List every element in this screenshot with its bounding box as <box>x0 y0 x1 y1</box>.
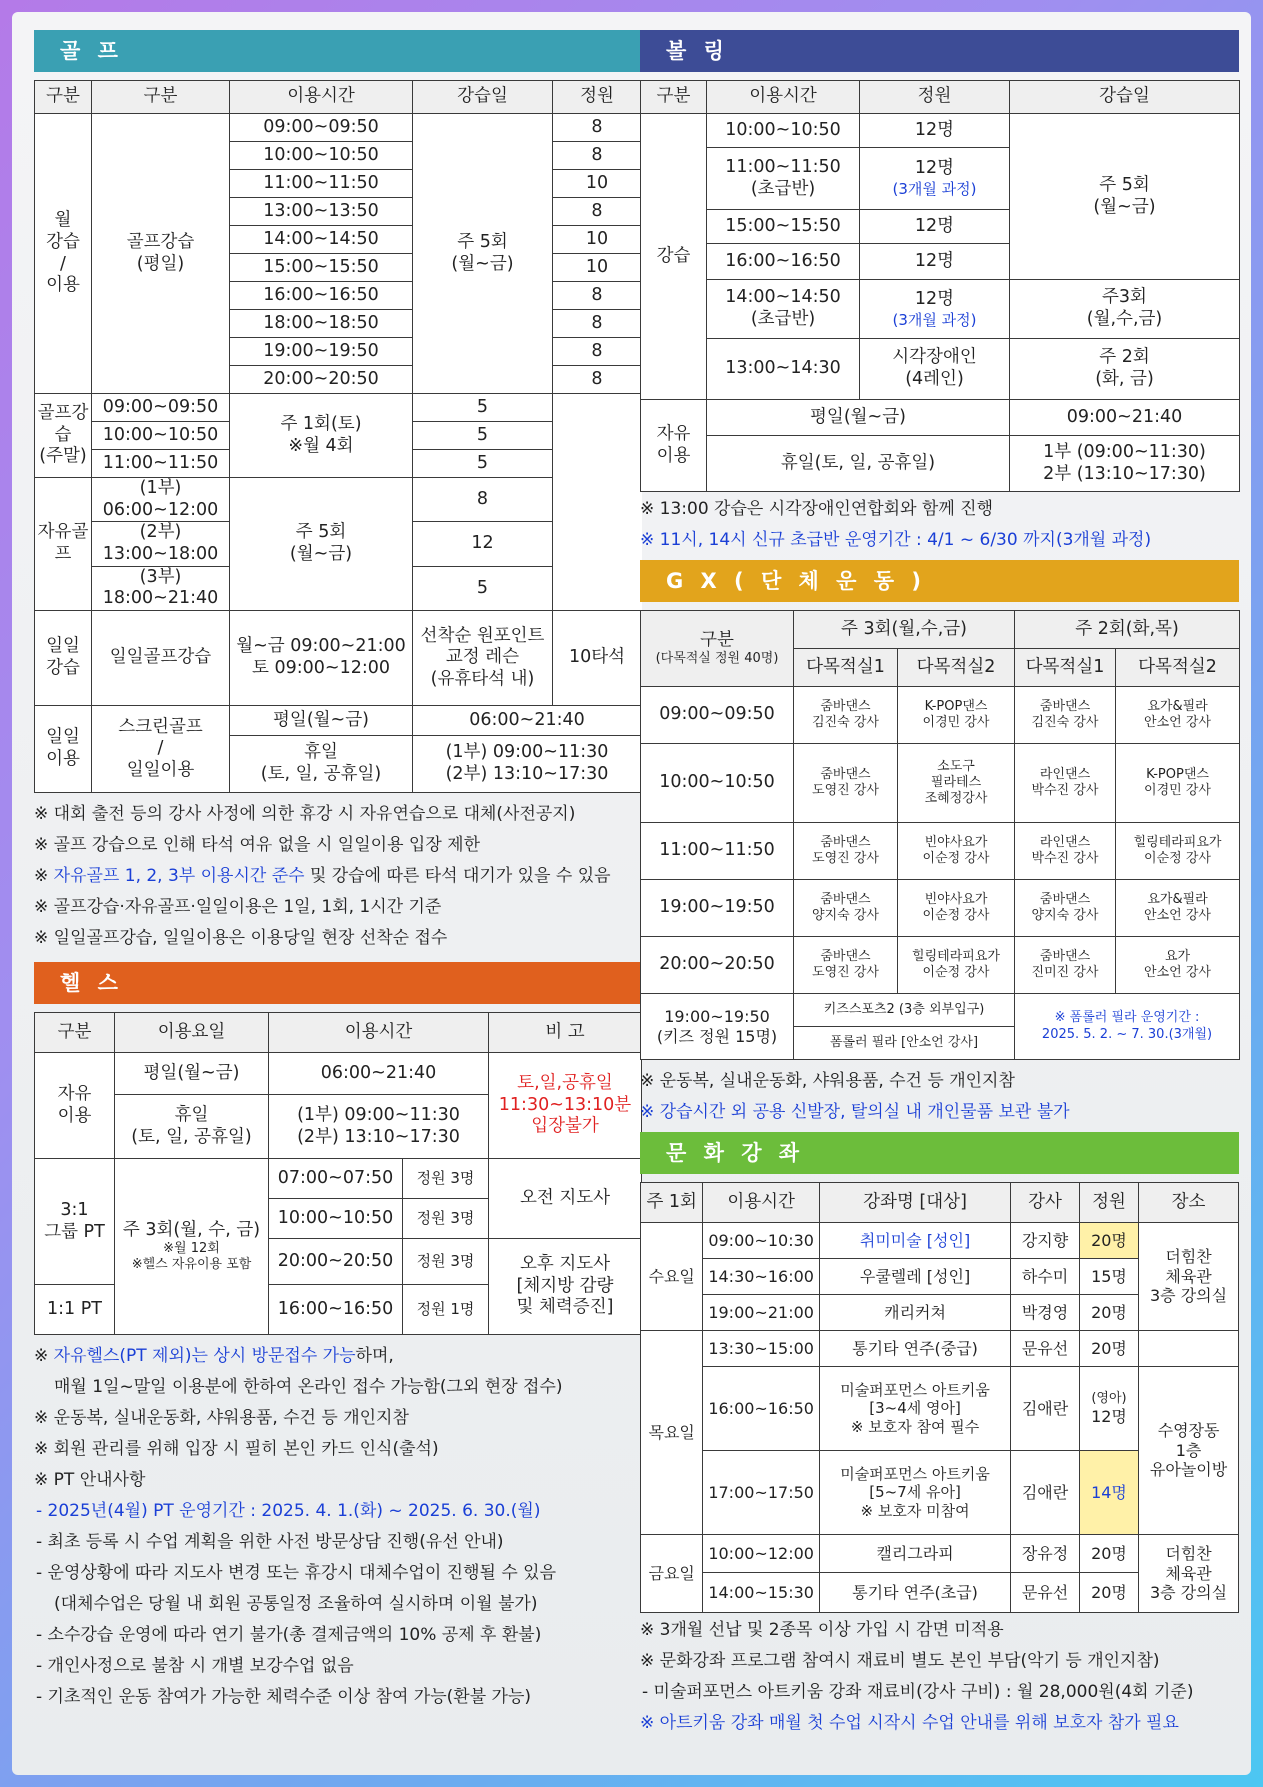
note-highlight: - 2025년(4월) PT 운영기간 : 2025. 4. 1.(화) ~ 2025. 6. 30.(월) <box>36 1501 541 1522</box>
note-text: - 소수강습 운영에 따라 연기 불가(총 결제금액의 10% 공제 후 환불) <box>36 1625 542 1646</box>
culture-header-cell: 장소 <box>1139 1183 1239 1223</box>
note-text: (대체수업은 당월 내 회원 공통일정 조율하여 실시하며 이월 불가) <box>54 1594 538 1615</box>
note-text: ※ 13:00 강습은 시각장애인연합회와 함께 진행 <box>640 499 994 519</box>
health-pt-time: 07:00~07:50 <box>269 1159 403 1199</box>
bowling-time: 11:00~11:50 (초급반) <box>707 148 860 210</box>
golf-days: 주 1회(토) ※월 4회 <box>230 394 413 478</box>
gx-room: 다목적실1 <box>1015 649 1116 687</box>
culture-section-title: 문 화 강 좌 <box>640 1132 1239 1174</box>
gx-kids-program: 키즈스포츠2 (3층 외부입구) <box>794 994 1015 1027</box>
gx-class: 줌바댄스 도영진 강사 <box>794 937 898 994</box>
gx-table <box>640 610 1240 1060</box>
golf-monthly-group: 월 강습 / 이용 <box>35 114 92 394</box>
note-highlight: ※ 11시, 14시 신규 초급반 운영기간 : 4/1 ~ 6/30 까지(3개월 과정) <box>640 530 1152 550</box>
health-pm-coach: 오후 지도사 [체지방 감량 및 체력증진] <box>489 1239 642 1335</box>
health-pt-days-sub: ※월 12회 ※헬스 자유이용 포함 <box>131 1241 252 1273</box>
bowling-free-group: 자유 이용 <box>641 400 707 492</box>
note-line <box>34 923 641 954</box>
golf-category: 골프강습 (평일) <box>92 114 230 394</box>
gx-section-title: G X ( 단 체 운 동 ) <box>640 560 1239 602</box>
golf-time: 15:00~15:50 <box>230 254 413 282</box>
golf-cap: 10 <box>553 226 642 254</box>
culture-time: 16:00~16:50 <box>703 1367 819 1451</box>
bowling-days-b: 주3회 (월,수,금) <box>1010 280 1240 339</box>
note-line <box>34 1403 641 1434</box>
golf-cap: 8 <box>553 198 642 226</box>
culture-cap: 20명 <box>1079 1331 1138 1367</box>
bowling-cap: 시각장애인 (4레인) <box>860 339 1010 400</box>
health-header-cell: 이용시간 <box>269 1013 489 1053</box>
note-line <box>34 799 641 830</box>
gx-class: 힐링테라피요가 이순정 강사 <box>1116 823 1240 880</box>
golf-days: 주 5회 (월~금) <box>413 114 553 394</box>
golf-daily-group: 일일 강습 <box>35 611 92 706</box>
golf-time: 10:00~10:50 <box>230 142 413 170</box>
note-line <box>34 830 641 861</box>
health-one-pt: 1:1 PT <box>35 1285 115 1335</box>
note-text: 매월 1일~말일 이용분에 한하여 온라인 접수 가능함(그외 현장 접수) <box>54 1377 563 1398</box>
gx-class: 줌바댄스 김진숙 강사 <box>1015 687 1116 744</box>
note-text: ※ 문화강좌 프로그램 참여시 재료비 별도 본인 부담(악기 등 개인지참) <box>640 1651 1160 1671</box>
gx-class: 라인댄스 박수진 강사 <box>1015 823 1116 880</box>
culture-cap: 15명 <box>1079 1259 1138 1295</box>
health-header-cell: 비 고 <box>489 1013 642 1053</box>
golf-cap: 12 <box>413 522 553 566</box>
golf-cap: 5 <box>413 422 553 450</box>
culture-cap: 20명 <box>1079 1573 1138 1613</box>
culture-course: 미술퍼포먼스 아트키움 [3~4세 영아] ※ 보호자 참여 필수 <box>819 1367 1010 1451</box>
bowling-cap-note: (3개월 과정) <box>892 310 977 329</box>
golf-cap: 8 <box>553 114 642 142</box>
golf-cap: 10 <box>553 170 642 198</box>
culture-time: 19:00~21:00 <box>703 1295 819 1331</box>
note-line <box>34 1527 641 1558</box>
gx-kids-note: ※ 폼롤러 필라 운영기간 : 2025. 5. 2. ~ 7. 30.(3개월) <box>1015 994 1240 1060</box>
golf-time: 09:00~09:50 <box>230 114 413 142</box>
culture-course: 캐리커쳐 <box>819 1295 1010 1331</box>
gx-group-b: 주 2회(화,목) <box>1015 611 1240 649</box>
health-pt-days-label: 주 3회(월, 수, 금) <box>122 1219 261 1240</box>
golf-cap: 5 <box>413 566 553 610</box>
culture-time: 10:00~12:00 <box>703 1535 819 1573</box>
culture-header-cell: 주 1회 <box>641 1183 703 1223</box>
note-text: ※ 골프강습·자유골프·일일이용은 1일, 1회, 1시간 기준 <box>34 897 442 918</box>
golf-days: 주 5회 (월~금) <box>230 478 413 611</box>
culture-day: 수요일 <box>641 1223 703 1331</box>
note-line <box>34 861 641 892</box>
note-text: ※ 골프 강습으로 인해 타석 여유 없을 시 일일이용 입장 제한 <box>34 835 480 856</box>
note-text: ※ 회원 관리를 위해 입장 시 필히 본인 카드 인식(출석) <box>34 1439 439 1460</box>
culture-cap-value: 12명 <box>1091 1406 1127 1426</box>
culture-teacher: 김애란 <box>1011 1367 1080 1451</box>
note-text: - 기초적인 운동 참여가 가능한 체력수준 이상 참여 가능(환불 가능) <box>36 1687 532 1708</box>
culture-table <box>640 1182 1239 1613</box>
culture-day: 목요일 <box>641 1331 703 1535</box>
golf-section-title: 골 프 <box>34 30 641 72</box>
gx-class: 줌바댄스 진미진 강사 <box>1015 937 1116 994</box>
golf-use-holiday: 휴일 (토, 일, 공휴일) <box>230 736 413 793</box>
golf-time: 10:00~10:50 <box>92 422 230 450</box>
culture-place: 더힘찬 체육관 3층 강의실 <box>1139 1535 1239 1613</box>
culture-course: 통기타 연주(초급) <box>819 1573 1010 1613</box>
note-highlight: 자유헬스(PT 제외)는 상시 방문접수 가능 <box>53 1346 356 1367</box>
bowling-days-c: 주 2회 (화, 금) <box>1010 339 1240 400</box>
bowling-cap: 12명 <box>860 210 1010 244</box>
bowling-free-weekday: 평일(월~금) <box>707 400 1010 436</box>
culture-teacher: 문유선 <box>1011 1331 1080 1367</box>
note-line <box>34 892 641 923</box>
note-text: ※ 운동복, 실내운동화, 샤워용품, 수건 등 개인지참 <box>34 1408 409 1429</box>
culture-cap-sub: (영아) <box>1091 1390 1127 1406</box>
page <box>12 12 1251 1775</box>
note-text: - 미술퍼포먼스 아트키움 강좌 재료비(강사 구비) : 월 28,000원(4회 기준) <box>642 1682 1194 1702</box>
gx-group-a: 주 3회(월,수,금) <box>794 611 1015 649</box>
note-line <box>34 1341 641 1372</box>
bowling-cap-note: (3개월 과정) <box>892 180 977 199</box>
note-line <box>34 1496 641 1527</box>
note-text: ※ 3개월 선납 및 2종목 이상 가입 시 감면 미적용 <box>640 1620 1004 1640</box>
golf-category: 골프강습 (주말) <box>35 394 92 478</box>
culture-teacher: 문유선 <box>1011 1573 1080 1613</box>
culture-teacher: 하수미 <box>1011 1259 1080 1295</box>
golf-time: 18:00~18:50 <box>230 310 413 338</box>
note-line <box>640 1066 1239 1097</box>
bowling-cap <box>860 280 1010 339</box>
bowling-cap <box>860 148 1010 210</box>
gx-time: 20:00~20:50 <box>641 937 794 994</box>
gx-kids-time: 19:00~19:50 (키즈 정원 15명) <box>641 994 794 1060</box>
note-text: ※ 일일골프강습, 일일이용은 이용당일 현장 선착순 접수 <box>34 928 448 949</box>
note-text: - 운영상황에 따라 지도사 변경 또는 휴강시 대체수업이 진행될 수 있음 <box>36 1563 556 1584</box>
golf-use-weekday-time: 06:00~21:40 <box>413 706 642 736</box>
culture-place: 더힘찬 체육관 3층 강의실 <box>1139 1223 1239 1331</box>
gx-body <box>641 687 1240 994</box>
golf-time: (2부) 13:00~18:00 <box>92 522 230 566</box>
health-am-coach: 오전 지도사 <box>489 1159 642 1239</box>
bowling-section-title: 볼 링 <box>640 30 1239 72</box>
culture-header-cell: 이용시간 <box>703 1183 819 1223</box>
golf-time: (1부) 06:00~12:00 <box>92 478 230 522</box>
culture-time: 13:30~15:00 <box>703 1331 819 1367</box>
health-pt-time: 16:00~16:50 <box>269 1285 403 1335</box>
culture-header-cell: 정원 <box>1079 1183 1138 1223</box>
note-line <box>34 1682 641 1713</box>
gx-class: 줌바댄스 김진숙 강사 <box>794 687 898 744</box>
left-column <box>34 30 641 1713</box>
note-line <box>34 1465 641 1496</box>
note-text: - 최초 등록 시 수업 계획을 위한 사전 방문상담 진행(유선 안내) <box>36 1532 504 1553</box>
culture-teacher: 장유정 <box>1011 1535 1080 1573</box>
note-highlight: ※ 아트키움 강좌 매월 첫 수업 시작시 수업 안내를 위해 보호자 참가 필요 <box>640 1713 1179 1733</box>
golf-time: 16:00~16:50 <box>230 282 413 310</box>
gx-class: K-POP댄스 이경민 강사 <box>898 687 1015 744</box>
golf-time: (3부) 18:00~21:40 <box>92 566 230 610</box>
golf-header-cell: 구분 <box>35 81 92 114</box>
culture-notes <box>640 1615 1239 1739</box>
health-free-group: 자유 이용 <box>35 1053 115 1159</box>
gx-time: 09:00~09:50 <box>641 687 794 744</box>
note-highlight: 자유골프 1, 2, 3부 이용시간 준수 <box>53 866 305 887</box>
note-prefix: ※ <box>34 866 54 887</box>
health-pt-cap: 정원 1명 <box>403 1285 489 1335</box>
golf-header-cell: 강습일 <box>413 81 553 114</box>
culture-cap <box>1079 1367 1138 1451</box>
culture-header-cell: 강좌명 [대상] <box>819 1183 1010 1223</box>
bowling-free-holiday-time: 1부 (09:00~11:30) 2부 (13:10~17:30) <box>1010 436 1240 492</box>
health-header-cell: 이용요일 <box>115 1013 269 1053</box>
health-table <box>34 1012 642 1335</box>
gx-class: 힐링테라피요가 이순정 강사 <box>898 937 1015 994</box>
gx-kids-program: 폼롤러 필라 [안소언 강사] <box>794 1027 1015 1060</box>
note-line <box>34 1372 641 1403</box>
culture-teacher: 강지향 <box>1011 1223 1080 1259</box>
culture-cap: 14명 <box>1079 1451 1138 1535</box>
golf-time: 20:00~20:50 <box>230 366 413 394</box>
golf-daily-time: 월~금 09:00~21:00 토 09:00~12:00 <box>230 611 413 706</box>
note-text: - 개인사정으로 불참 시 개별 보강수업 없음 <box>36 1656 354 1677</box>
golf-cap: 8 <box>553 310 642 338</box>
bowling-free-weekday-time: 09:00~21:40 <box>1010 400 1240 436</box>
note-line <box>34 1434 641 1465</box>
gx-room: 다목적실1 <box>794 649 898 687</box>
gx-class: 빈야사요가 이순정 강사 <box>898 823 1015 880</box>
bowling-days-a: 주 5회 (월~금) <box>1010 114 1240 280</box>
note-prefix: ※ <box>34 1346 54 1367</box>
note-line <box>640 525 1239 556</box>
golf-header-cell: 이용시간 <box>230 81 413 114</box>
golf-time: 13:00~13:50 <box>230 198 413 226</box>
health-pt-time: 10:00~10:50 <box>269 1199 403 1239</box>
note-line <box>640 494 1239 525</box>
gx-class: 라인댄스 박수진 강사 <box>1015 744 1116 823</box>
golf-daily-name: 일일골프강습 <box>92 611 230 706</box>
culture-cap: 20명 <box>1079 1223 1138 1259</box>
gx-class: 소도구 필라테스 조혜정강사 <box>898 744 1015 823</box>
health-pt-days <box>115 1159 269 1335</box>
health-remark: 토,일,공휴일 11:30~13:10분 입장불가 <box>489 1053 642 1159</box>
bowling-time: 10:00~10:50 <box>707 114 860 148</box>
gx-class: 요가&필라 안소언 강사 <box>1116 687 1240 744</box>
bowling-header-cell: 강습일 <box>1010 81 1240 114</box>
health-holiday-time: (1부) 09:00~11:30 (2부) 13:10~17:30 <box>269 1095 489 1159</box>
golf-time: 14:00~14:50 <box>230 226 413 254</box>
gx-class: 줌바댄스 양지숙 강사 <box>1015 880 1116 937</box>
note-line <box>640 1097 1239 1128</box>
note-line <box>640 1708 1239 1739</box>
golf-free-body <box>35 478 642 611</box>
note-text: ※ PT 안내사항 <box>34 1470 146 1491</box>
golf-header-cell: 구분 <box>92 81 230 114</box>
golf-time: 09:00~09:50 <box>92 394 230 422</box>
note-line <box>34 1589 641 1620</box>
gx-room: 다목적실2 <box>898 649 1015 687</box>
culture-cap: 20명 <box>1079 1295 1138 1331</box>
culture-place: 수영장동 1층 유아놀이방 <box>1139 1367 1239 1535</box>
health-notes <box>34 1341 641 1713</box>
bowling-time: 14:00~14:50 (초급반) <box>707 280 860 339</box>
bowling-cap: 12명 <box>860 114 1010 148</box>
culture-time: 17:00~17:50 <box>703 1451 819 1535</box>
golf-weekday-body <box>35 114 642 394</box>
culture-day: 금요일 <box>641 1535 703 1613</box>
culture-cap: 20명 <box>1079 1535 1138 1573</box>
culture-teacher: 김애란 <box>1011 1451 1080 1535</box>
golf-daily-cap: 10타석 <box>553 611 642 706</box>
bowling-table <box>640 80 1240 492</box>
golf-cap: 5 <box>413 450 553 478</box>
note-line <box>34 1620 641 1651</box>
golf-cap: 8 <box>553 366 642 394</box>
health-pt-group: 3:1 그룹 PT <box>35 1159 115 1285</box>
culture-teacher: 박경영 <box>1011 1295 1080 1331</box>
note-line <box>640 1646 1239 1677</box>
bowling-free-holiday: 휴일(토, 일, 공휴일) <box>707 436 1010 492</box>
culture-course: 미술퍼포먼스 아트키움 [5~7세 유아] ※ 보호자 미참여 <box>819 1451 1010 1535</box>
note-line <box>34 1558 641 1589</box>
bowling-header-cell: 구분 <box>641 81 707 114</box>
bowling-cap: 12명 <box>860 244 1010 280</box>
note-line <box>640 1615 1239 1646</box>
golf-use-name: 스크린골프 / 일일이용 <box>92 706 230 793</box>
golf-cap: 8 <box>413 478 553 522</box>
gx-time: 19:00~19:50 <box>641 880 794 937</box>
golf-header-cell: 정원 <box>553 81 642 114</box>
golf-cap: 8 <box>553 338 642 366</box>
culture-course: 통기타 연주(중급) <box>819 1331 1010 1367</box>
right-column <box>640 30 1239 1739</box>
golf-time: 11:00~11:50 <box>92 450 230 478</box>
golf-weekend-body <box>35 394 642 478</box>
golf-category: 자유골프 <box>35 478 92 611</box>
health-header-cell: 구분 <box>35 1013 115 1053</box>
note-text: ※ 운동복, 실내운동화, 샤워용품, 수건 등 개인지참 <box>640 1071 1015 1091</box>
note-text: ※ 대회 출전 등의 강사 사정에 의한 휴강 시 자유연습으로 대체(사전공지) <box>34 804 576 825</box>
gx-class: 줌바댄스 도영진 강사 <box>794 823 898 880</box>
note-line <box>34 1651 641 1682</box>
culture-course: 캘리그라피 <box>819 1535 1010 1573</box>
health-holiday: 휴일 (토, 일, 공휴일) <box>115 1095 269 1159</box>
bowling-header-cell: 이용시간 <box>707 81 860 114</box>
gx-class: 요가 안소언 강사 <box>1116 937 1240 994</box>
golf-daily-days: 선착순 원포인트 교정 레슨 (유휴타석 내) <box>413 611 553 706</box>
note-line <box>640 1677 1239 1708</box>
bowling-header-cell: 정원 <box>860 81 1010 114</box>
gx-header-left <box>641 611 794 687</box>
gx-class: K-POP댄스 이경민 강사 <box>1116 744 1240 823</box>
bowling-cap-value: 12명 <box>914 158 955 179</box>
health-section-title: 헬 스 <box>34 962 641 1004</box>
note-suffix: 및 강습에 따른 타석 대기가 있을 수 있음 <box>304 866 611 887</box>
golf-cap: 10 <box>553 254 642 282</box>
health-weekday-time: 06:00~21:40 <box>269 1053 489 1095</box>
gx-room: 다목적실2 <box>1116 649 1240 687</box>
health-pt-time: 20:00~20:50 <box>269 1239 403 1285</box>
culture-header-cell: 강사 <box>1011 1183 1080 1223</box>
bowling-time: 16:00~16:50 <box>707 244 860 280</box>
golf-notes <box>34 799 641 954</box>
bowling-time: 15:00~15:50 <box>707 210 860 244</box>
culture-course: 취미미술 [성인] <box>819 1223 1010 1259</box>
gx-class: 빈야사요가 이순정 강사 <box>898 880 1015 937</box>
culture-time: 09:00~10:30 <box>703 1223 819 1259</box>
bowling-cap-value: 12명 <box>914 288 955 309</box>
bowling-notes <box>640 494 1239 556</box>
gx-time: 10:00~10:50 <box>641 744 794 823</box>
golf-use-weekday: 평일(월~금) <box>230 706 413 736</box>
culture-time: 14:00~15:30 <box>703 1573 819 1613</box>
culture-time: 14:30~16:00 <box>703 1259 819 1295</box>
gx-class: 요가&필라 안소언 강사 <box>1116 880 1240 937</box>
golf-use-group: 일일 이용 <box>35 706 92 793</box>
gx-class: 줌바댄스 도영진 강사 <box>794 744 898 823</box>
golf-use-holiday-time: (1부) 09:00~11:30 (2부) 13:10~17:30 <box>413 736 642 793</box>
health-pt-cap: 정원 3명 <box>403 1199 489 1239</box>
note-suffix: 하며, <box>355 1346 394 1367</box>
gx-class: 줌바댄스 양지숙 강사 <box>794 880 898 937</box>
culture-course: 우쿨렐레 [성인] <box>819 1259 1010 1295</box>
gx-header-left-label: 구분 <box>700 629 734 650</box>
health-pt-cap: 정원 3명 <box>403 1239 489 1285</box>
health-weekday: 평일(월~금) <box>115 1053 269 1095</box>
culture-place-blank <box>1139 1331 1239 1367</box>
golf-cap: 8 <box>553 282 642 310</box>
gx-notes <box>640 1066 1239 1128</box>
golf-cap: 8 <box>553 142 642 170</box>
note-highlight: ※ 강습시간 외 공용 신발장, 탈의실 내 개인물품 보관 불가 <box>640 1102 1070 1122</box>
golf-table <box>34 80 642 793</box>
golf-time: 11:00~11:50 <box>230 170 413 198</box>
gx-time: 11:00~11:50 <box>641 823 794 880</box>
gx-header-left-sub: (다목적실 정원 40명) <box>655 651 779 667</box>
golf-cap: 5 <box>413 394 553 422</box>
health-pt-cap: 정원 3명 <box>403 1159 489 1199</box>
golf-time: 19:00~19:50 <box>230 338 413 366</box>
bowling-time: 13:00~14:30 <box>707 339 860 400</box>
bowling-lesson-group: 강습 <box>641 114 707 400</box>
